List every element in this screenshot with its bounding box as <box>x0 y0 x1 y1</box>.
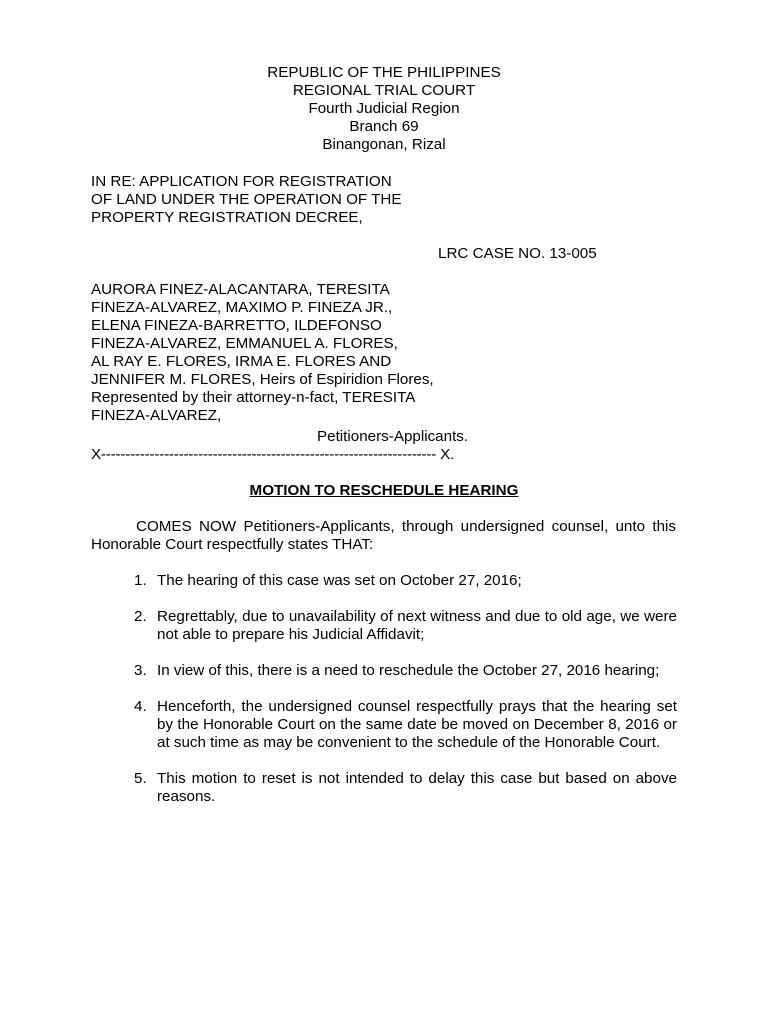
parties-block <box>91 281 691 425</box>
header-branch: Branch 69 <box>349 118 419 135</box>
caption-separator: X--------------------------------------------------------------------- X. <box>91 446 455 463</box>
parties-line: Represented by their attorney-n-fact, TERESITA <box>91 389 416 406</box>
header-location: Binangonan, Rizal <box>322 136 446 153</box>
petitioners-label: Petitioners-Applicants. <box>317 428 469 445</box>
item-text: Henceforth, the undersigned counsel respectfully prays that the hearing set by the Honorable Court on the same date be moved on December 8, 2016 or at such time as may be convenient to the schedule of the Honorable Court. <box>157 698 677 751</box>
list-item <box>134 770 677 806</box>
list-item <box>134 572 677 590</box>
case-number: LRC CASE NO. 13-005 <box>438 245 597 262</box>
item-number: 5. <box>134 770 147 787</box>
item-number: 4. <box>134 698 147 715</box>
item-number: 3. <box>134 662 147 679</box>
item-text: This motion to reset is not intended to delay this case but based on above reasons. <box>157 770 677 805</box>
court-header <box>0 64 768 154</box>
motion-title: MOTION TO RESCHEDULE HEARING <box>249 482 519 499</box>
parties-line: FINEZA-ALVAREZ, <box>91 407 222 424</box>
parties-line: AL RAY E. FLORES, IRMA E. FLORES AND <box>91 353 392 370</box>
parties-line: FINEZA-ALVAREZ, EMMANUEL A. FLORES, <box>91 335 398 352</box>
item-text: Regrettably, due to unavailability of next witness and due to old age, we were not able to prepare his Judicial Affidavit; <box>157 608 677 643</box>
list-item <box>134 698 677 752</box>
caption-line: IN RE: APPLICATION FOR REGISTRATION <box>91 173 392 190</box>
header-region: Fourth Judicial Region <box>308 100 460 117</box>
parties-line: ELENA FINEZA-BARRETTO, ILDEFONSO <box>91 317 382 334</box>
header-court: REGIONAL TRIAL COURT <box>292 82 476 99</box>
parties-line: JENNIFER M. FLORES, Heirs of Espiridion Flores, <box>91 371 434 388</box>
parties-line: AURORA FINEZ-ALACANTARA, TERESITA <box>91 281 390 298</box>
list-item <box>134 608 677 644</box>
header-republic: REPUBLIC OF THE PHILIPPINES <box>267 64 501 81</box>
caption-line: OF LAND UNDER THE OPERATION OF THE <box>91 191 402 208</box>
case-caption <box>91 173 691 227</box>
item-text: In view of this, there is a need to reschedule the October 27, 2016 hearing; <box>157 662 660 679</box>
item-number: 1. <box>134 572 147 589</box>
caption-line: PROPERTY REGISTRATION DECREE, <box>91 209 363 226</box>
parties-line: FINEZA-ALVAREZ, MAXIMO P. FINEZA JR., <box>91 299 393 316</box>
intro-paragraph: COMES NOW Petitioners-Applicants, through undersigned counsel, unto this Honorable Court respectfully states THAT: <box>91 518 676 553</box>
motion-items <box>134 572 677 824</box>
item-number: 2. <box>134 608 147 625</box>
list-item <box>134 662 677 680</box>
item-text: The hearing of this case was set on October 27, 2016; <box>157 572 522 589</box>
